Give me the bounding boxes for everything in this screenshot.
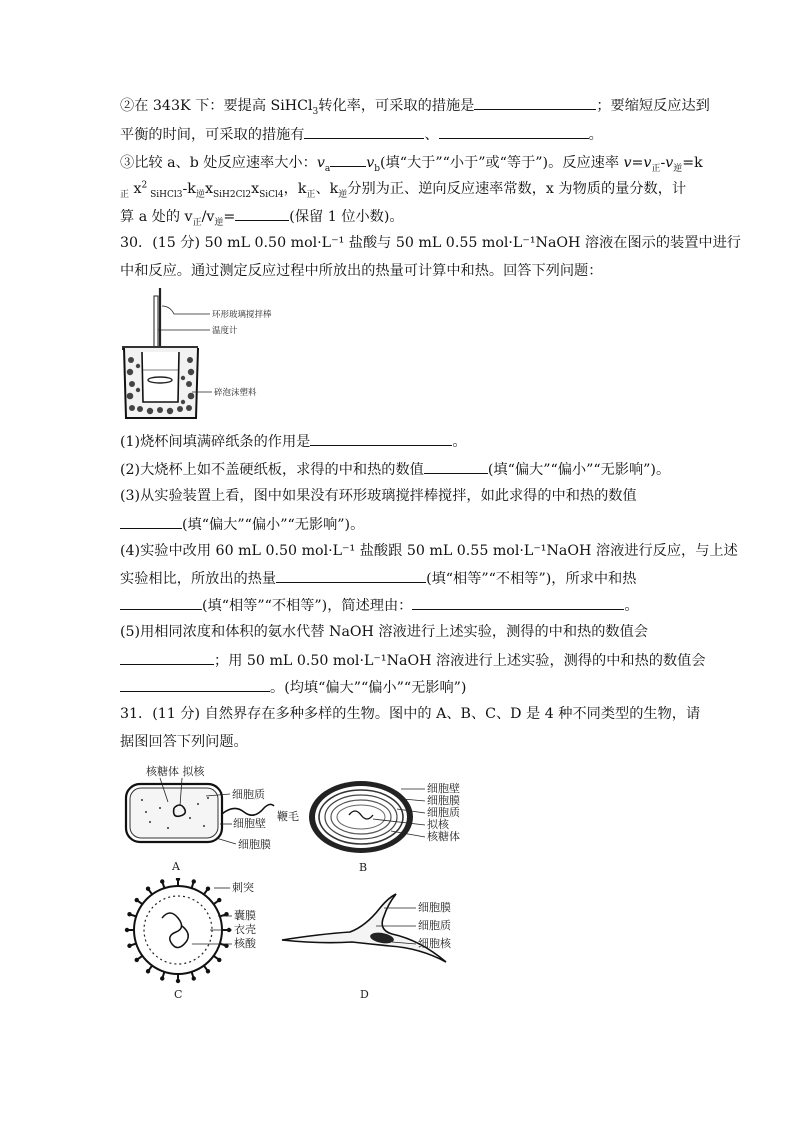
spike-tip bbox=[160, 879, 164, 883]
text: SiCl4 bbox=[259, 189, 284, 200]
q30-sub-2 bbox=[120, 459, 680, 480]
label-cytoplasm: 细胞质 bbox=[427, 806, 460, 819]
text: ，k bbox=[283, 181, 307, 197]
spike-tip bbox=[206, 969, 210, 973]
spike-tip bbox=[192, 879, 196, 883]
caption-d: D bbox=[360, 988, 369, 1001]
text: (填“偏大”“偏小”“无影响”)。 bbox=[487, 462, 671, 478]
label-cell-wall: 细胞壁 bbox=[427, 782, 460, 795]
label-capsid: 衣壳 bbox=[234, 923, 256, 936]
text: ；要缩短反应达到 bbox=[596, 98, 710, 114]
answer-blank[interactable] bbox=[120, 650, 214, 665]
text: 逆 bbox=[338, 189, 348, 200]
text: b bbox=[374, 163, 380, 174]
text: SiHCl3 bbox=[147, 189, 183, 200]
text: v bbox=[316, 155, 325, 171]
text: (填“大于”“小于”或“等于”)。反应速率 bbox=[379, 155, 624, 171]
label-flagellum: 鞭毛 bbox=[277, 810, 299, 823]
label-cytoplasm: 细胞质 bbox=[418, 919, 451, 932]
label-envelope: 囊膜 bbox=[234, 909, 256, 922]
label-nucleus: 细胞核 bbox=[418, 937, 451, 950]
answer-blank[interactable] bbox=[424, 459, 488, 474]
q31-intro-2: 据图回答下列问题。 bbox=[120, 734, 248, 750]
text: 逆 bbox=[673, 163, 683, 174]
answer-blank[interactable] bbox=[120, 677, 270, 692]
answer-blank[interactable] bbox=[120, 514, 182, 529]
text: x bbox=[204, 181, 213, 197]
caption-c: C bbox=[174, 988, 183, 1001]
spike-tip bbox=[176, 979, 180, 983]
text: 、 bbox=[424, 127, 439, 143]
spike-tip bbox=[206, 887, 210, 891]
q29-line-4 bbox=[120, 179, 687, 200]
text: 正 bbox=[651, 163, 661, 174]
q30-sub-3b bbox=[120, 514, 680, 535]
spike-tip bbox=[135, 898, 139, 902]
text: ；用 50 mL 0.50 mol·L⁻¹NaOH 溶液进行上述实验，测得的中和热的数值会 bbox=[214, 653, 706, 669]
q30-sub-1 bbox=[120, 431, 680, 452]
envelope bbox=[134, 886, 222, 974]
label-nucleoid: 拟核 bbox=[427, 818, 449, 831]
q29-line-2 bbox=[120, 124, 680, 145]
q29-line-3 bbox=[120, 152, 703, 174]
answer-blank[interactable] bbox=[439, 124, 589, 139]
text: (1)烧杯间填满碎纸条的作用是 bbox=[120, 434, 311, 450]
text: 实验相比，所放出的热量 bbox=[120, 571, 277, 587]
label-ribosome: 核糖体 bbox=[427, 830, 460, 843]
spike-tip bbox=[146, 969, 150, 973]
label-cell-membrane: 细胞膜 bbox=[238, 838, 271, 851]
text: 。 bbox=[452, 434, 467, 450]
text: 。(均填“偏大”“偏小”“无影响”) bbox=[270, 680, 467, 696]
text: 平衡的时间，可采取的措施有 bbox=[120, 127, 305, 143]
figure-c-virus bbox=[118, 878, 288, 1003]
label-foam: 碎泡沫塑料 bbox=[214, 388, 257, 398]
answer-blank[interactable] bbox=[412, 595, 624, 610]
text: ②在 343K 下：要提高 SiHCl bbox=[120, 98, 313, 114]
text: -k bbox=[182, 181, 196, 197]
spike-tip bbox=[217, 958, 221, 962]
label-stirrer: 环形玻璃搅拌棒 bbox=[212, 310, 272, 320]
label-thermometer: 温度计 bbox=[212, 326, 238, 336]
text: /v bbox=[201, 209, 215, 225]
q30-sub-5a: (5)用相同浓度和体积的氨水代替 NaOH 溶液进行上述实验，测得的中和热的数值会 bbox=[120, 624, 648, 640]
text: 算 a 处的 v bbox=[120, 209, 193, 225]
text: (保留 1 位小数)。 bbox=[289, 209, 404, 225]
text: = bbox=[223, 209, 236, 225]
label-cytoplasm: 细胞质 bbox=[232, 788, 265, 801]
q30-intro-1: 30．(15 分) 50 mL 0.50 mol·L⁻¹ 盐酸与 50 mL 0.55 mol·L⁻¹NaOH 溶液在图示的装置中进行 bbox=[120, 235, 741, 251]
text: 。 bbox=[588, 127, 603, 143]
q30-sub-3a: (3)从实验装置上看，图中如果没有环形玻璃搅拌棒搅拌，如此求得的中和热的数值 bbox=[120, 488, 637, 504]
label-spike: 刺突 bbox=[232, 881, 254, 894]
text: 逆 bbox=[195, 189, 205, 200]
answer-blank[interactable] bbox=[474, 95, 596, 110]
answer-blank[interactable] bbox=[276, 568, 426, 583]
figure-a-bacterium bbox=[120, 760, 310, 875]
spike-tip bbox=[125, 928, 129, 932]
text: 正 bbox=[306, 189, 316, 200]
text: 逆 bbox=[214, 217, 224, 228]
text: (2)大烧杯上如不盖硬纸板，求得的中和热的数值 bbox=[120, 462, 424, 478]
answer-blank[interactable] bbox=[330, 152, 366, 167]
text: v bbox=[366, 155, 375, 171]
q29-line-1 bbox=[120, 95, 710, 117]
text: 正 bbox=[192, 217, 202, 228]
text: 3 bbox=[312, 106, 319, 117]
text: x bbox=[129, 181, 142, 197]
spike-tip bbox=[192, 976, 196, 980]
q30-sub-5c bbox=[120, 677, 680, 698]
answer-blank[interactable] bbox=[310, 431, 452, 446]
label-cell-membrane: 细胞膜 bbox=[427, 794, 460, 807]
text: =k bbox=[682, 155, 703, 171]
q30-sub-4b bbox=[120, 568, 680, 589]
q30-intro-2: 中和反应。通过测定反应过程中所放出的热量可计算中和热。回答下列问题： bbox=[120, 263, 603, 279]
answer-blank[interactable] bbox=[235, 206, 289, 221]
answer-blank[interactable] bbox=[120, 595, 202, 610]
label-cell-wall: 细胞壁 bbox=[233, 817, 266, 830]
answer-blank[interactable] bbox=[304, 124, 424, 139]
spike-tip bbox=[146, 887, 150, 891]
text: 分别为正、逆向反应速率常数，x 为物质的量分数，计 bbox=[347, 181, 687, 197]
text: 2 bbox=[141, 180, 148, 191]
text: a bbox=[324, 163, 331, 174]
caption-a: A bbox=[172, 860, 180, 873]
spike-tip bbox=[127, 912, 131, 916]
figure-d-cell bbox=[280, 888, 490, 1003]
text: (填“相等”“不相等”)，所求中和热 bbox=[426, 571, 637, 587]
text: v=v bbox=[623, 155, 652, 171]
q31-intro-1: 31．(11 分) 自然界存在多种多样的生物。图中的 A、B、C、D 是 4 种不同类型的生物，请 bbox=[120, 706, 701, 722]
figure-b-cyanobacterium bbox=[305, 775, 495, 875]
spike-tip bbox=[176, 878, 180, 881]
spike-tip bbox=[135, 958, 139, 962]
label-nucleic-acid: 核酸 bbox=[234, 937, 256, 950]
flagellum bbox=[222, 804, 274, 815]
text: 正 bbox=[120, 189, 130, 200]
q30-sub-5b bbox=[120, 650, 706, 671]
text: x bbox=[251, 181, 260, 197]
text: ③比较 a、b 处反应速率大小： bbox=[120, 155, 317, 171]
spike-tip bbox=[127, 944, 131, 948]
caption-b: B bbox=[359, 861, 368, 874]
spike-tip bbox=[217, 898, 221, 902]
spike-tip bbox=[160, 976, 164, 980]
text: SiH2Cl2 bbox=[212, 189, 252, 200]
text: 转化率，可采取的措施是 bbox=[318, 98, 475, 114]
text: (填“偏大”“偏小”“无影响”)。 bbox=[182, 517, 365, 533]
q29-line-5 bbox=[120, 206, 680, 227]
text: (填“相等”“不相等”)，简述理由： bbox=[202, 598, 413, 614]
label-cell-membrane: 细胞膜 bbox=[418, 901, 451, 914]
calorimeter-figure bbox=[118, 284, 288, 424]
text: -v bbox=[660, 155, 674, 171]
text: 。 bbox=[624, 598, 639, 614]
q30-sub-4a: (4)实验中改用 60 mL 0.50 mol·L⁻¹ 盐酸跟 50 mL 0.55 mol·L⁻¹NaOH 溶液进行反应，与上述 bbox=[120, 543, 738, 559]
text: 、k bbox=[315, 181, 339, 197]
q30-sub-4c bbox=[120, 595, 680, 616]
label-ribosome-nucleoid: 核糖体 拟核 bbox=[146, 765, 205, 778]
